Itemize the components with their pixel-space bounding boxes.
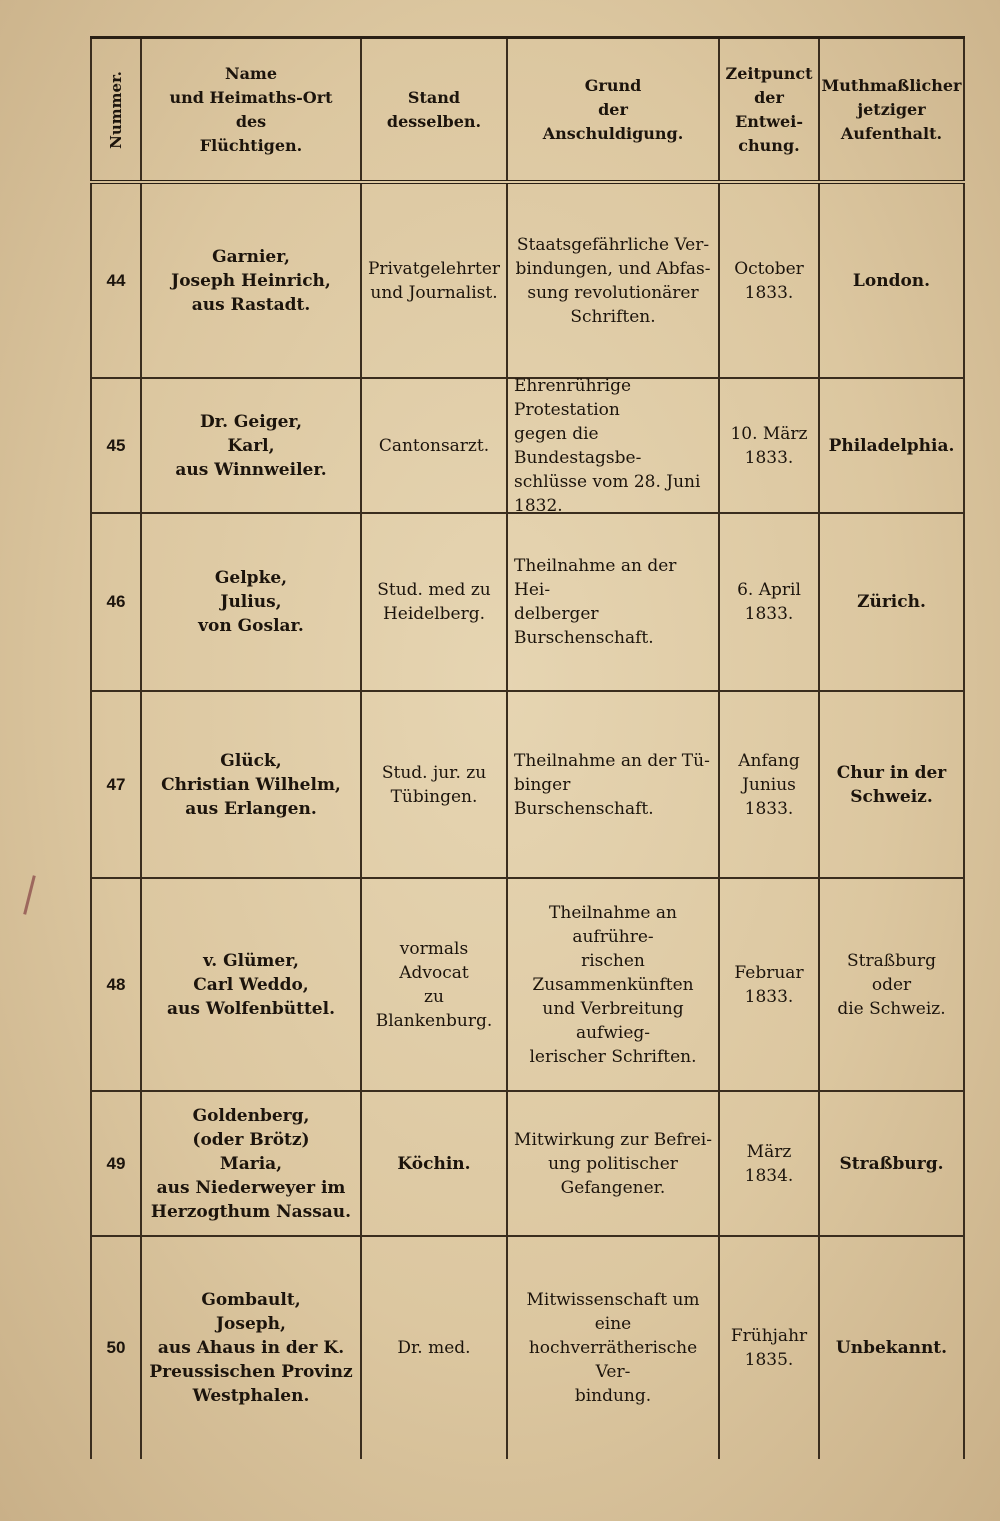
row-status: vormals Advocat zu Blankenburg. — [362, 879, 508, 1090]
row-time: Februar 1833. — [720, 879, 820, 1090]
row-reason: Theilnahme an aufrühre- rischen Zusammenkünften und Verbreitung aufwieg- lerischer Schriften. — [508, 879, 720, 1090]
header-number: Nummer. — [90, 39, 142, 180]
row-number: 46 — [90, 514, 142, 690]
row-status: Cantonsarzt. — [362, 379, 508, 512]
row-time: Frühjahr 1835. — [720, 1237, 820, 1459]
row-residence: Zürich. — [820, 514, 965, 690]
row-name: Dr. Geiger, Karl, aus Winnweiler. — [142, 379, 362, 512]
fugitives-table — [90, 36, 965, 1459]
row-status: Stud. jur. zu Tübingen. — [362, 692, 508, 877]
row-number: 44 — [90, 184, 142, 377]
row-status: Stud. med zu Heidelberg. — [362, 514, 508, 690]
row-reason: Mitwirkung zur Befrei- ung politischer Gefangener. — [508, 1092, 720, 1235]
row-reason: Staatsgefährliche Ver- bindungen, und Abfas- sung revolutionärer Schriften. — [508, 184, 720, 377]
pencil-mark — [23, 875, 36, 915]
row-reason: Theilnahme an der Tü- binger Burschenschaft. — [508, 692, 720, 877]
table-header-row — [90, 39, 965, 184]
row-residence: Straßburg. — [820, 1092, 965, 1235]
row-time: 6. April 1833. — [720, 514, 820, 690]
row-number: 48 — [90, 879, 142, 1090]
row-name: Glück, Christian Wilhelm, aus Erlangen. — [142, 692, 362, 877]
row-time: 10. März 1833. — [720, 379, 820, 512]
row-residence: Chur in der Schweiz. — [820, 692, 965, 877]
table-row — [90, 1237, 965, 1459]
row-reason: Theilnahme an der Hei- delberger Burschenschaft. — [508, 514, 720, 690]
row-time: Anfang Junius 1833. — [720, 692, 820, 877]
header-status: Stand desselben. — [362, 39, 508, 180]
row-name: Garnier, Joseph Heinrich, aus Rastadt. — [142, 184, 362, 377]
table-row — [90, 1092, 965, 1237]
row-reason: Ehrenrührige Protestation gegen die Bundestagsbe- schlüsse vom 28. Juni 1832. — [508, 379, 720, 512]
row-number: 45 — [90, 379, 142, 512]
table-row — [90, 375, 965, 516]
row-status: Dr. med. — [362, 1237, 508, 1459]
table-row — [90, 514, 965, 692]
row-name: Goldenberg, (oder Brötz) Maria, aus Niederweyer im Herzogthum Nassau. — [142, 1092, 362, 1235]
row-name: Gombault, Joseph, aus Ahaus in der K. Preussischen Provinz Westphalen. — [142, 1237, 362, 1459]
row-residence: Philadelphia. — [820, 379, 965, 512]
row-reason: Mitwissenschaft um eine hochverrätherische Ver- bindung. — [508, 1237, 720, 1459]
row-status: Privatgelehrter und Journalist. — [362, 184, 508, 377]
row-name: v. Glümer, Carl Weddo, aus Wolfenbüttel. — [142, 879, 362, 1090]
row-residence: London. — [820, 184, 965, 377]
table-row — [90, 692, 965, 879]
row-time: October 1833. — [720, 184, 820, 377]
header-reason: Grund der Anschuldigung. — [508, 39, 720, 180]
table-row — [90, 879, 965, 1092]
header-residence: Muthmaßlicher jetziger Aufenthalt. — [820, 39, 965, 180]
row-status: Köchin. — [362, 1092, 508, 1235]
row-residence: Unbekannt. — [820, 1237, 965, 1459]
row-time: März 1834. — [720, 1092, 820, 1235]
header-name: Name und Heimaths-Ort des Flüchtigen. — [142, 39, 362, 180]
row-residence: Straßburg oder die Schweiz. — [820, 879, 965, 1090]
table-row — [90, 184, 965, 379]
row-name: Gelpke, Julius, von Goslar. — [142, 514, 362, 690]
row-number: 47 — [90, 692, 142, 877]
header-time: Zeitpunct der Entwei- chung. — [720, 39, 820, 180]
row-number: 49 — [90, 1092, 142, 1235]
row-number: 50 — [90, 1237, 142, 1459]
